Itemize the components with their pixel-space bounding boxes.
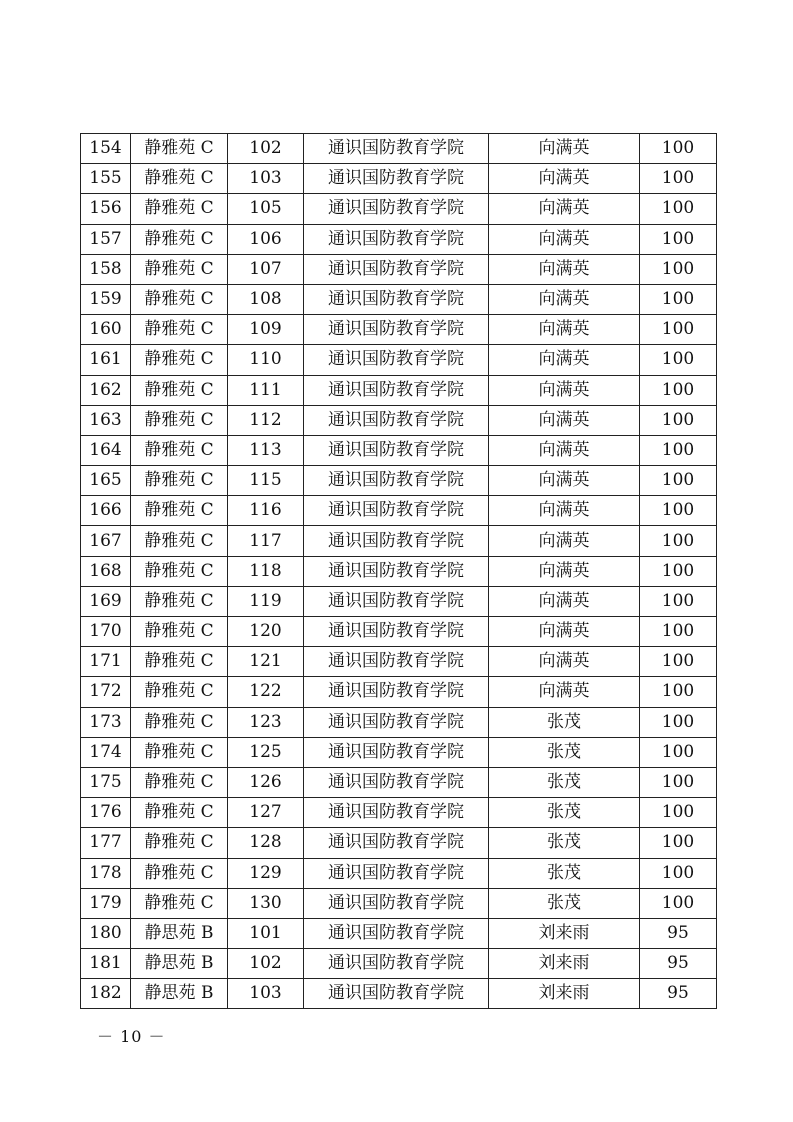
score-cell: 100 <box>640 707 717 737</box>
score-cell: 100 <box>640 194 717 224</box>
building-cell: 静雅苑 C <box>131 707 228 737</box>
room-cell: 115 <box>228 466 304 496</box>
person-cell: 向满英 <box>489 224 640 254</box>
building-cell: 静雅苑 C <box>131 737 228 767</box>
person-cell: 向满英 <box>489 254 640 284</box>
score-cell: 100 <box>640 828 717 858</box>
row-number-cell: 158 <box>81 254 131 284</box>
table-row <box>81 496 717 526</box>
person-cell: 张茂 <box>489 707 640 737</box>
college-cell: 通识国防教育学院 <box>304 556 489 586</box>
building-cell: 静雅苑 C <box>131 586 228 616</box>
table-row <box>81 828 717 858</box>
row-number-cell: 175 <box>81 767 131 797</box>
table-row <box>81 526 717 556</box>
person-cell: 张茂 <box>489 767 640 797</box>
building-cell: 静雅苑 C <box>131 677 228 707</box>
score-cell: 100 <box>640 405 717 435</box>
person-cell: 向满英 <box>489 435 640 465</box>
person-cell: 张茂 <box>489 798 640 828</box>
building-cell: 静雅苑 C <box>131 315 228 345</box>
score-cell: 100 <box>640 677 717 707</box>
table-row <box>81 586 717 616</box>
building-cell: 静思苑 B <box>131 918 228 948</box>
table-row <box>81 134 717 164</box>
building-cell: 静雅苑 C <box>131 556 228 586</box>
person-cell: 向满英 <box>489 134 640 164</box>
building-cell: 静雅苑 C <box>131 134 228 164</box>
row-number-cell: 160 <box>81 315 131 345</box>
score-cell: 100 <box>640 858 717 888</box>
table-row <box>81 979 717 1009</box>
room-cell: 130 <box>228 888 304 918</box>
building-cell: 静雅苑 C <box>131 254 228 284</box>
row-number-cell: 167 <box>81 526 131 556</box>
table-row <box>81 254 717 284</box>
building-cell: 静雅苑 C <box>131 466 228 496</box>
college-cell: 通识国防教育学院 <box>304 435 489 465</box>
score-cell: 100 <box>640 767 717 797</box>
person-cell: 向满英 <box>489 677 640 707</box>
person-cell: 张茂 <box>489 858 640 888</box>
table-row <box>81 858 717 888</box>
person-cell: 向满英 <box>489 647 640 677</box>
building-cell: 静思苑 B <box>131 979 228 1009</box>
college-cell: 通识国防教育学院 <box>304 526 489 556</box>
person-cell: 张茂 <box>489 737 640 767</box>
person-cell: 向满英 <box>489 345 640 375</box>
college-cell: 通识国防教育学院 <box>304 858 489 888</box>
row-number-cell: 174 <box>81 737 131 767</box>
building-cell: 静雅苑 C <box>131 858 228 888</box>
row-number-cell: 159 <box>81 284 131 314</box>
building-cell: 静雅苑 C <box>131 828 228 858</box>
room-cell: 112 <box>228 405 304 435</box>
room-cell: 123 <box>228 707 304 737</box>
table-row <box>81 405 717 435</box>
row-number-cell: 173 <box>81 707 131 737</box>
building-cell: 静思苑 B <box>131 949 228 979</box>
college-cell: 通识国防教育学院 <box>304 949 489 979</box>
score-cell: 100 <box>640 435 717 465</box>
room-cell: 103 <box>228 979 304 1009</box>
dormitory-score-table <box>80 133 717 1009</box>
table-body <box>81 134 717 1009</box>
row-number-cell: 165 <box>81 466 131 496</box>
row-number-cell: 168 <box>81 556 131 586</box>
building-cell: 静雅苑 C <box>131 526 228 556</box>
table-row <box>81 466 717 496</box>
building-cell: 静雅苑 C <box>131 164 228 194</box>
row-number-cell: 156 <box>81 194 131 224</box>
row-number-cell: 172 <box>81 677 131 707</box>
row-number-cell: 155 <box>81 164 131 194</box>
person-cell: 张茂 <box>489 828 640 858</box>
college-cell: 通识国防教育学院 <box>304 888 489 918</box>
building-cell: 静雅苑 C <box>131 798 228 828</box>
building-cell: 静雅苑 C <box>131 435 228 465</box>
score-cell: 100 <box>640 556 717 586</box>
row-number-cell: 179 <box>81 888 131 918</box>
score-cell: 100 <box>640 526 717 556</box>
building-cell: 静雅苑 C <box>131 405 228 435</box>
row-number-cell: 181 <box>81 949 131 979</box>
building-cell: 静雅苑 C <box>131 284 228 314</box>
room-cell: 127 <box>228 798 304 828</box>
room-cell: 129 <box>228 858 304 888</box>
college-cell: 通识国防教育学院 <box>304 798 489 828</box>
building-cell: 静雅苑 C <box>131 888 228 918</box>
person-cell: 张茂 <box>489 888 640 918</box>
room-cell: 120 <box>228 617 304 647</box>
row-number-cell: 182 <box>81 979 131 1009</box>
college-cell: 通识国防教育学院 <box>304 315 489 345</box>
person-cell: 向满英 <box>489 496 640 526</box>
person-cell: 刘来雨 <box>489 979 640 1009</box>
building-cell: 静雅苑 C <box>131 194 228 224</box>
table-row <box>81 224 717 254</box>
college-cell: 通识国防教育学院 <box>304 284 489 314</box>
table-row <box>81 677 717 707</box>
college-cell: 通识国防教育学院 <box>304 828 489 858</box>
college-cell: 通识国防教育学院 <box>304 707 489 737</box>
score-cell: 100 <box>640 888 717 918</box>
table-row <box>81 194 717 224</box>
college-cell: 通识国防教育学院 <box>304 345 489 375</box>
room-cell: 118 <box>228 556 304 586</box>
college-cell: 通识国防教育学院 <box>304 586 489 616</box>
room-cell: 110 <box>228 345 304 375</box>
row-number-cell: 161 <box>81 345 131 375</box>
score-cell: 100 <box>640 224 717 254</box>
row-number-cell: 157 <box>81 224 131 254</box>
room-cell: 102 <box>228 949 304 979</box>
room-cell: 125 <box>228 737 304 767</box>
college-cell: 通识国防教育学院 <box>304 466 489 496</box>
room-cell: 105 <box>228 194 304 224</box>
college-cell: 通识国防教育学院 <box>304 617 489 647</box>
table-row <box>81 284 717 314</box>
person-cell: 向满英 <box>489 284 640 314</box>
college-cell: 通识国防教育学院 <box>304 647 489 677</box>
person-cell: 向满英 <box>489 194 640 224</box>
table-row <box>81 767 717 797</box>
person-cell: 向满英 <box>489 586 640 616</box>
row-number-cell: 171 <box>81 647 131 677</box>
college-cell: 通识国防教育学院 <box>304 254 489 284</box>
building-cell: 静雅苑 C <box>131 375 228 405</box>
table-row <box>81 164 717 194</box>
college-cell: 通识国防教育学院 <box>304 224 489 254</box>
college-cell: 通识国防教育学院 <box>304 405 489 435</box>
score-cell: 95 <box>640 949 717 979</box>
room-cell: 113 <box>228 435 304 465</box>
row-number-cell: 154 <box>81 134 131 164</box>
person-cell: 向满英 <box>489 375 640 405</box>
college-cell: 通识国防教育学院 <box>304 164 489 194</box>
college-cell: 通识国防教育学院 <box>304 375 489 405</box>
score-cell: 100 <box>640 315 717 345</box>
score-cell: 95 <box>640 918 717 948</box>
row-number-cell: 180 <box>81 918 131 948</box>
table-row <box>81 556 717 586</box>
table-row <box>81 345 717 375</box>
row-number-cell: 164 <box>81 435 131 465</box>
person-cell: 向满英 <box>489 617 640 647</box>
room-cell: 108 <box>228 284 304 314</box>
table-row <box>81 647 717 677</box>
room-cell: 102 <box>228 134 304 164</box>
table-row <box>81 707 717 737</box>
score-cell: 100 <box>640 737 717 767</box>
building-cell: 静雅苑 C <box>131 224 228 254</box>
table-row <box>81 617 717 647</box>
table-row <box>81 888 717 918</box>
score-cell: 100 <box>640 254 717 284</box>
table-row <box>81 798 717 828</box>
page-number: － 10 － <box>97 1027 166 1046</box>
row-number-cell: 166 <box>81 496 131 526</box>
row-number-cell: 169 <box>81 586 131 616</box>
room-cell: 103 <box>228 164 304 194</box>
table-row <box>81 315 717 345</box>
table-row <box>81 737 717 767</box>
score-cell: 100 <box>640 375 717 405</box>
building-cell: 静雅苑 C <box>131 647 228 677</box>
person-cell: 向满英 <box>489 164 640 194</box>
score-cell: 95 <box>640 979 717 1009</box>
score-cell: 100 <box>640 164 717 194</box>
room-cell: 122 <box>228 677 304 707</box>
building-cell: 静雅苑 C <box>131 345 228 375</box>
college-cell: 通识国防教育学院 <box>304 767 489 797</box>
table-row <box>81 949 717 979</box>
score-cell: 100 <box>640 496 717 526</box>
college-cell: 通识国防教育学院 <box>304 194 489 224</box>
college-cell: 通识国防教育学院 <box>304 134 489 164</box>
room-cell: 107 <box>228 254 304 284</box>
room-cell: 121 <box>228 647 304 677</box>
table-row <box>81 918 717 948</box>
score-cell: 100 <box>640 134 717 164</box>
room-cell: 116 <box>228 496 304 526</box>
row-number-cell: 162 <box>81 375 131 405</box>
row-number-cell: 178 <box>81 858 131 888</box>
building-cell: 静雅苑 C <box>131 617 228 647</box>
row-number-cell: 170 <box>81 617 131 647</box>
room-cell: 128 <box>228 828 304 858</box>
person-cell: 向满英 <box>489 315 640 345</box>
person-cell: 向满英 <box>489 405 640 435</box>
room-cell: 117 <box>228 526 304 556</box>
college-cell: 通识国防教育学院 <box>304 737 489 767</box>
college-cell: 通识国防教育学院 <box>304 677 489 707</box>
building-cell: 静雅苑 C <box>131 496 228 526</box>
room-cell: 119 <box>228 586 304 616</box>
room-cell: 126 <box>228 767 304 797</box>
person-cell: 刘来雨 <box>489 918 640 948</box>
room-cell: 111 <box>228 375 304 405</box>
building-cell: 静雅苑 C <box>131 767 228 797</box>
person-cell: 向满英 <box>489 556 640 586</box>
score-cell: 100 <box>640 798 717 828</box>
table-row <box>81 375 717 405</box>
room-cell: 101 <box>228 918 304 948</box>
person-cell: 向满英 <box>489 466 640 496</box>
person-cell: 刘来雨 <box>489 949 640 979</box>
row-number-cell: 176 <box>81 798 131 828</box>
table-row <box>81 435 717 465</box>
row-number-cell: 177 <box>81 828 131 858</box>
score-cell: 100 <box>640 284 717 314</box>
score-cell: 100 <box>640 586 717 616</box>
score-cell: 100 <box>640 617 717 647</box>
score-cell: 100 <box>640 345 717 375</box>
college-cell: 通识国防教育学院 <box>304 979 489 1009</box>
score-cell: 100 <box>640 466 717 496</box>
college-cell: 通识国防教育学院 <box>304 496 489 526</box>
college-cell: 通识国防教育学院 <box>304 918 489 948</box>
row-number-cell: 163 <box>81 405 131 435</box>
score-cell: 100 <box>640 647 717 677</box>
room-cell: 109 <box>228 315 304 345</box>
room-cell: 106 <box>228 224 304 254</box>
person-cell: 向满英 <box>489 526 640 556</box>
